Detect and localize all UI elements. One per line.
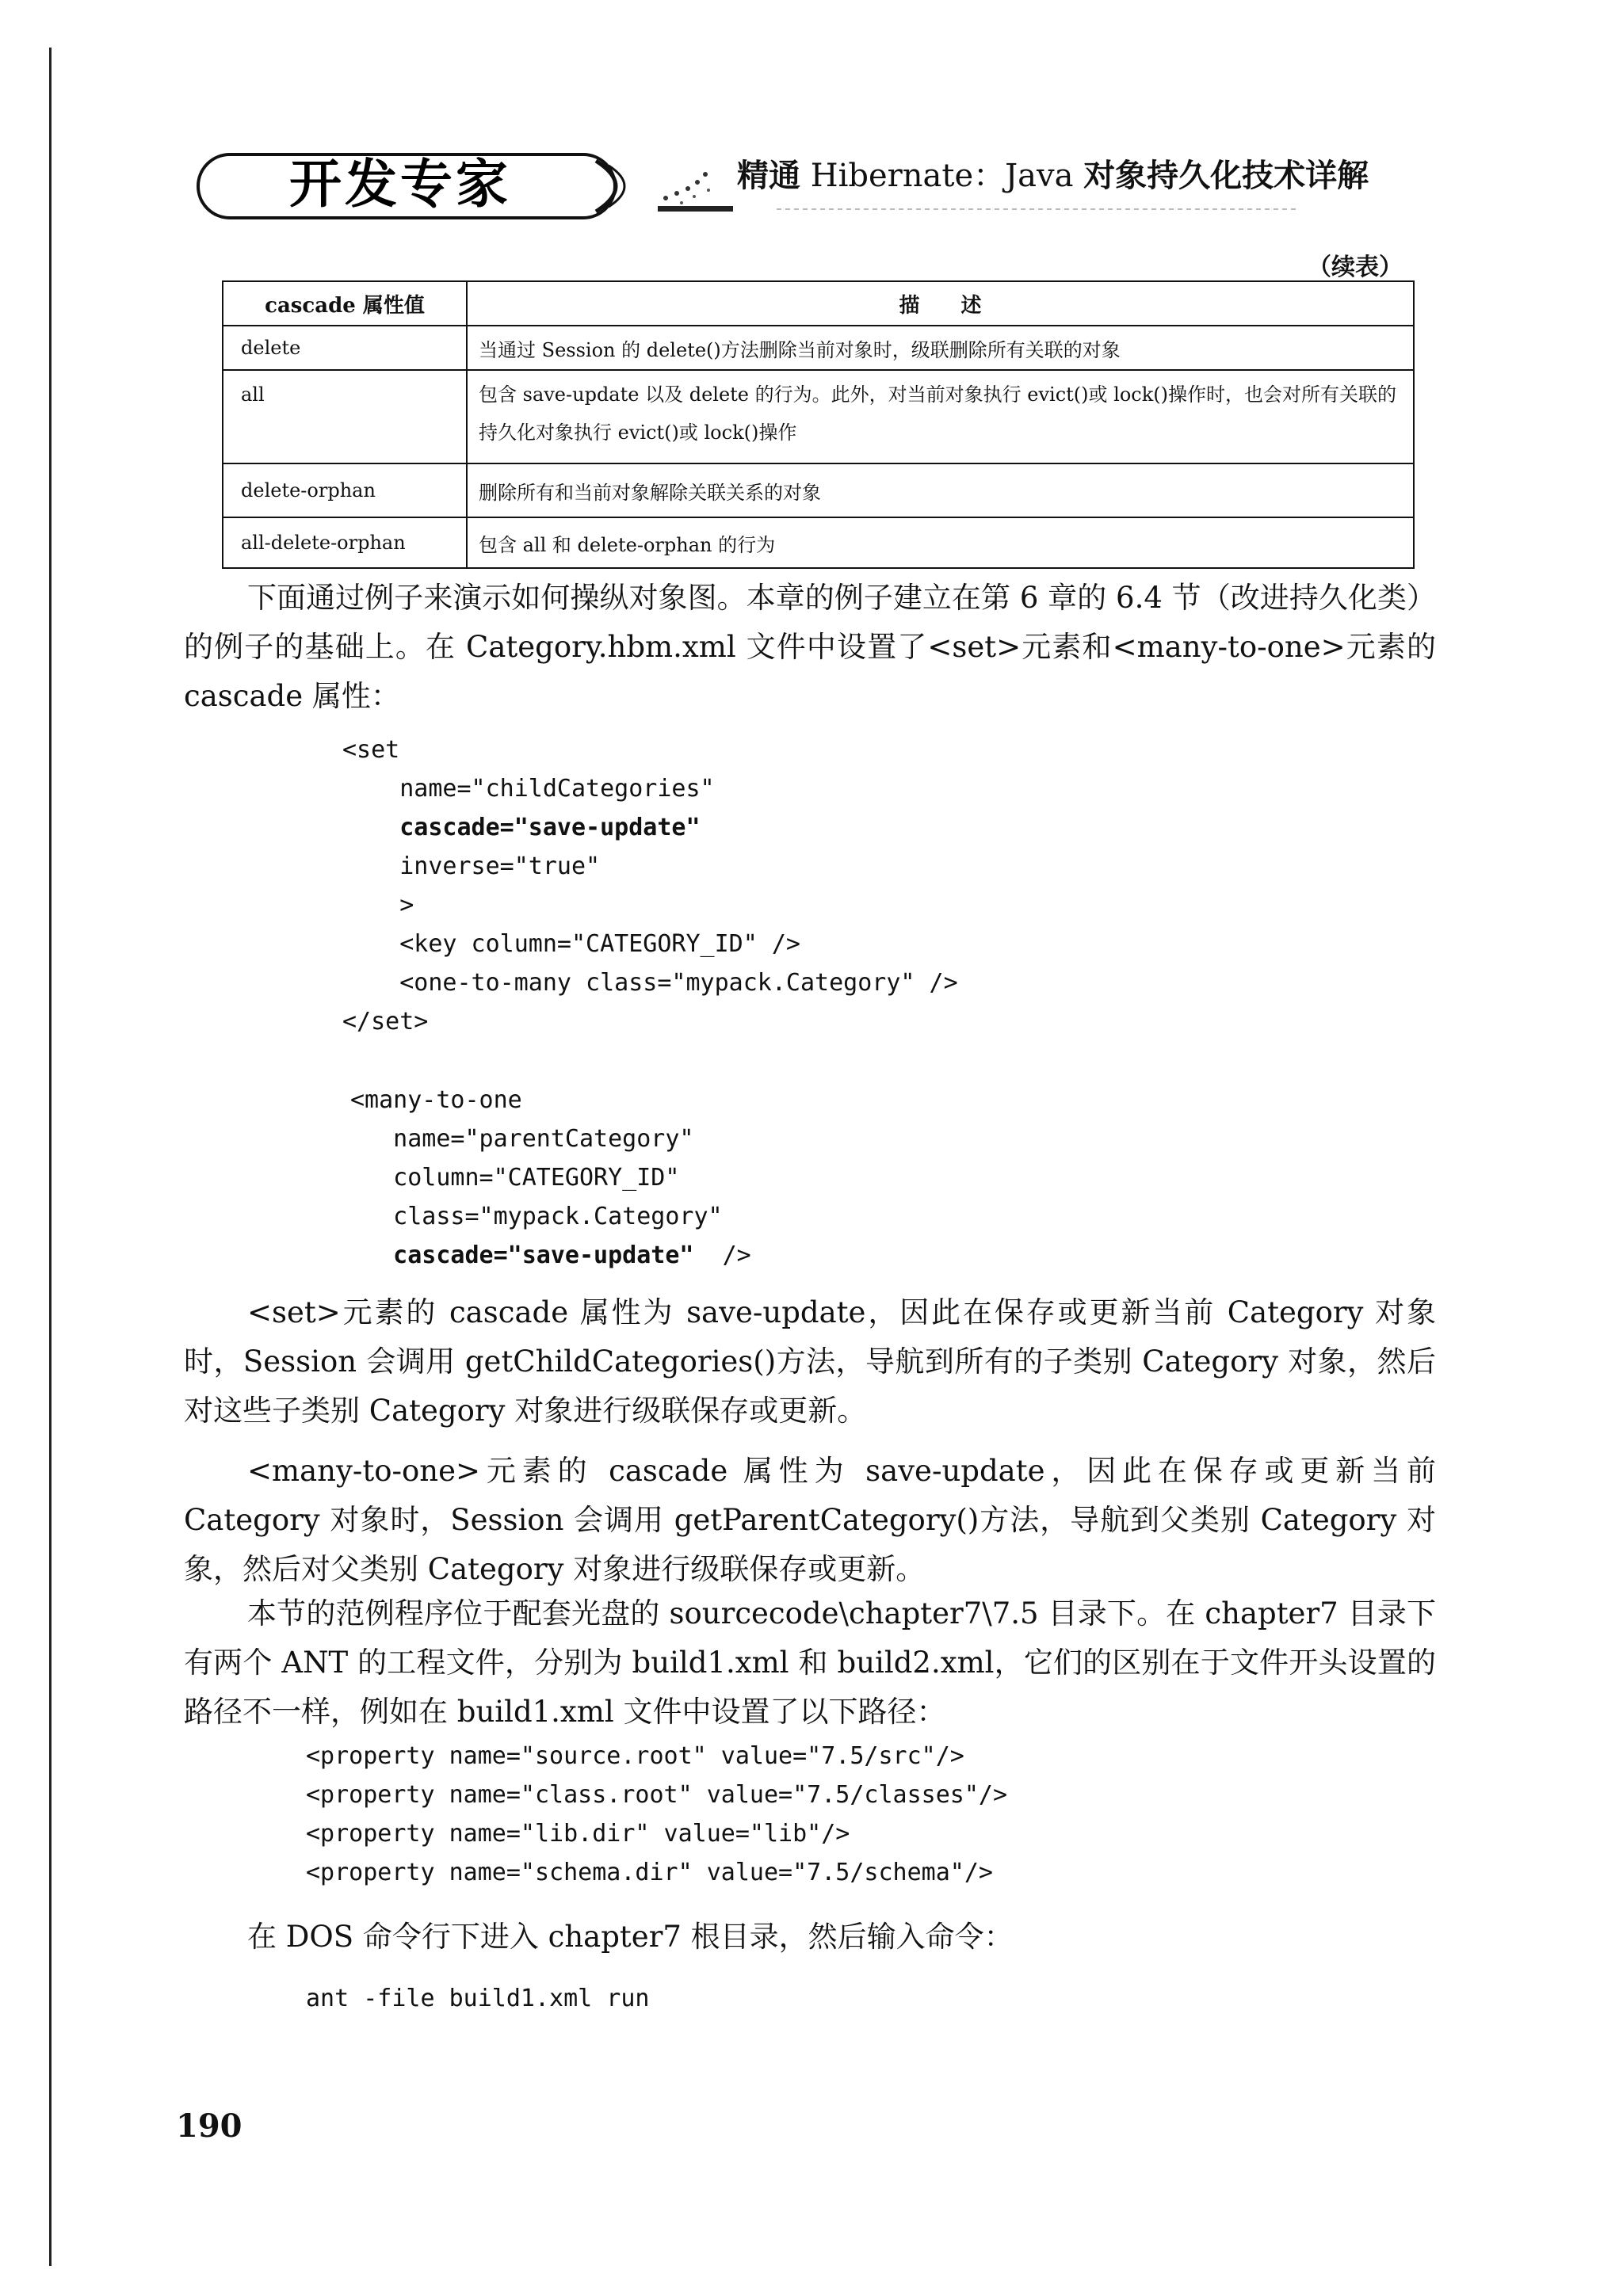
column-header-value: cascade 属性值 <box>223 281 467 326</box>
book-title <box>737 155 1369 196</box>
table-header-row <box>223 281 1414 326</box>
code-line: name="childCategories" <box>342 775 715 803</box>
code-line: name="parentCategory" <box>350 1125 694 1153</box>
paragraph-intro: 下面通过例子来演示如何操纵对象图。本章的例子建立在第 6 章的 6.4 节（改进持久化类）的例子的基础上。在 Category.hbm.xml 文件中设置了<set>元素和<many-to-one>元素的 cascade 属性： <box>184 581 1436 713</box>
cascade-desc-cell: 包含 all 和 delete-orphan 的行为 <box>467 517 1414 568</box>
code-line: /> <box>693 1241 751 1269</box>
series-logo-text: 开发专家 <box>289 154 511 215</box>
page-number: 190 <box>176 2107 242 2145</box>
binding-edge-line <box>49 48 52 2266</box>
logo-swoosh-icon <box>588 154 643 218</box>
cascade-value-cell: all <box>223 370 467 463</box>
cascade-values-table <box>222 280 1415 569</box>
code-line: class="mypack.Category" <box>350 1203 723 1230</box>
header-underline-decoration <box>777 203 1300 215</box>
code-line: <key column="CATEGORY_ID" /> <box>342 930 800 958</box>
paragraph-many-to-one-explanation: <many-to-one>元素的 cascade 属性为 save-update，因此在保存或更新当前 Category 对象时，Session 会调用 getParentCategory()方法，导航到父类别 Category 对象，然后对父类别 Category 对象进行级联保存或更新。 <box>184 1454 1436 1586</box>
decorative-dots-icon <box>650 158 737 218</box>
code-line: <property name="schema.dir" value="7.5/schema"/> <box>306 1859 993 1886</box>
code-block-command: ant -file build1.xml run <box>306 1985 650 2012</box>
code-block-properties <box>306 1737 1007 1892</box>
code-line: <property name="source.root" value="7.5/src"/> <box>306 1742 964 1770</box>
code-block-set <box>342 730 958 1041</box>
code-line: > <box>342 891 414 919</box>
cascade-desc-cell: 当通过 Session 的 delete()方法删除当前对象时，级联删除所有关联的对象 <box>467 326 1414 370</box>
paragraph-set-explanation: <set>元素的 cascade 属性为 save-update，因此在保存或更新当前 Category 对象时，Session 会调用 getChildCategories()方法，导航到所有的子类别 Category 对象，然后对这些子类别 Category 对象进行级联保存或更新。 <box>184 1295 1436 1428</box>
table-row <box>223 517 1414 568</box>
code-line: <one-to-many class="mypack.Category" /> <box>342 969 958 997</box>
book-title-cn-rest: 对象持久化技术详解 <box>1083 157 1369 194</box>
code-line: column="CATEGORY_ID" <box>350 1164 680 1192</box>
code-line: <property name="lib.dir" value="lib"/> <box>306 1820 850 1848</box>
table-continued-label: （续表） <box>1308 254 1403 281</box>
table-row <box>223 463 1414 517</box>
code-line: <set <box>342 736 400 764</box>
column-header-description: 描 述 <box>467 281 1414 326</box>
cascade-desc-cell: 包含 save-update 以及 delete 的行为。此外，对当前对象执行 evict()或 lock()操作时，也会对所有关联的持久化对象执行 evict()或 lock()操作 <box>467 370 1414 463</box>
book-title-en: Hibernate：Java <box>800 158 1084 194</box>
code-line: inverse="true" <box>342 852 601 880</box>
cascade-value-cell: delete-orphan <box>223 463 467 517</box>
paragraph-sample-location: 本节的范例程序位于配套光盘的 sourcecode\chapter7\7.5 目录下。在 chapter7 目录下有两个 ANT 的工程文件，分别为 build1.xml 和 build2.xml，它们的区别在于文件开头设置的路径不一样，例如在 build1.xml 文件中设置了以下路径： <box>184 1596 1436 1729</box>
cascade-desc-cell: 删除所有和当前对象解除关联关系的对象 <box>467 463 1414 517</box>
code-line: </set> <box>342 1008 429 1035</box>
code-block-many-to-one <box>350 1081 751 1275</box>
cascade-value-cell: delete <box>223 326 467 370</box>
table-row <box>223 370 1414 463</box>
book-title-cn: 精通 <box>737 157 800 194</box>
table-row <box>223 326 1414 370</box>
code-line: <many-to-one <box>350 1086 522 1114</box>
code-line-highlight: cascade="save-update" <box>350 1241 694 1269</box>
code-line: <property name="class.root" value="7.5/classes"/> <box>306 1781 1008 1809</box>
code-line-highlight: cascade="save-update" <box>342 814 701 841</box>
cascade-value-cell: all-delete-orphan <box>223 517 467 568</box>
paragraph-dos-command: 在 DOS 命令行下进入 chapter7 根目录，然后输入命令： <box>247 1920 1014 1954</box>
